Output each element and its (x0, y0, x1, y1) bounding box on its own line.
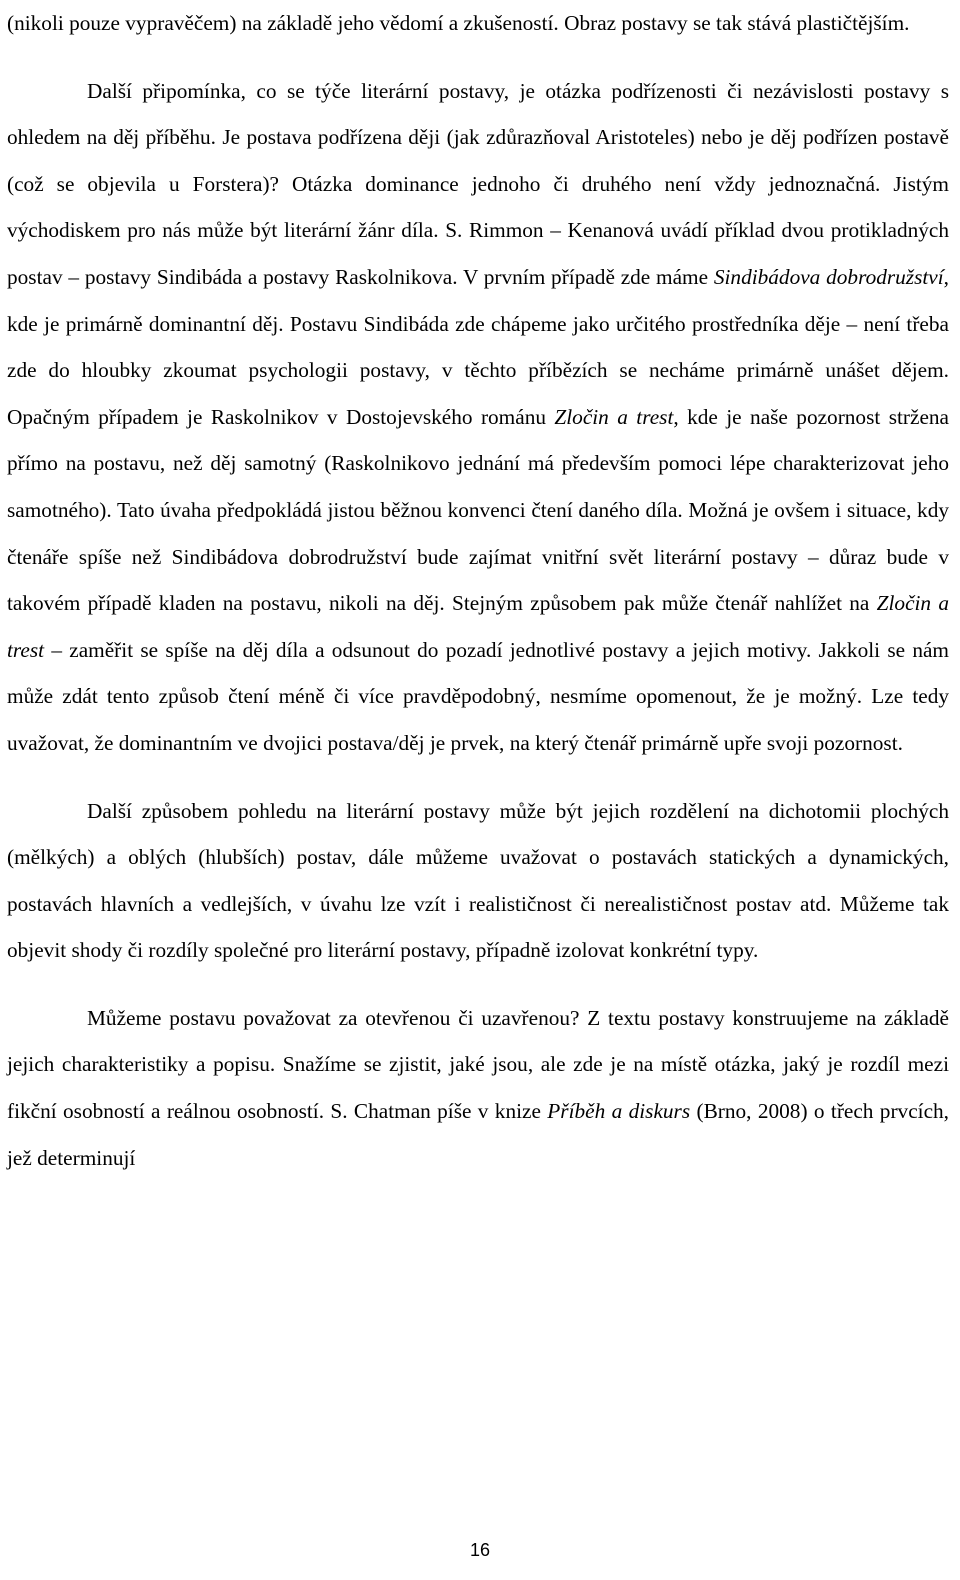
text-segment: Další způsobem pohledu na literární postavy může být jejich rozdělení na dichotomii plochých (mělkých) a oblých (hlubších) postav, dále můžeme uvažovat o postavách statických a dynamických, postavách hlavních a vedlejších, v úvahu lze vzít i realističnost či nerealističnost postav atd. Můžeme tak objevit shody či rozdíly společné pro literární postavy, případně izolovat konkrétní typy. (7, 798, 949, 963)
text-segment: – zaměřit se spíše na děj díla a odsunout do pozadí jednotlivé postavy a jejich motivy. Jakkoli se nám může zdát tento způsob čtení méně či více pravděpodobný, nesmíme opomenout, že je možný. Lze tedy uvažovat, že dominantním ve dvojici postava/děj je prvek, na který čtenář primárně upře svoji pozornost. (7, 637, 949, 755)
book-title: Zločin a trest (7, 591, 950, 662)
text-segment: Můžeme postavu považovat za otevřenou či uzavřenou? Z textu postavy konstruujeme na základě jejich charakteristiky a popisu. Snažíme se zjistit, jaké jsou, ale zde je na místě otázka, jaký je rozdíl mezi fikční osobností a reálnou osobností. S. Chatman píše v knize (7, 1005, 949, 1124)
book-title: Příběh a diskurs (547, 1099, 691, 1124)
text-segment: , kde je primárně dominantní děj. Postavu Sindibáda zde chápeme jako určitého prostředníka děje – není třeba zde do hloubky zkoumat psychologii postavy, v těchto příbězích se necháme primárně unášet dějem. Opačným případem je Raskolnikov v Dostojevského románu (7, 264, 949, 429)
text-segment: (nikoli pouze vypravěčem) na základě jeho vědomí a zkušeností. Obraz postavy se tak stává plastičtějším. (7, 11, 910, 35)
book-title: Sindibádova dobrodružství (713, 264, 944, 289)
paragraph (7, 68, 949, 767)
paragraph (7, 995, 949, 1181)
book-title: Zločin a trest (554, 404, 674, 429)
text-segment: Další připomínka, co se týče literární postavy, je otázka podřízenosti či nezávislosti postavy s ohledem na děj příběhu. Je postava podřízena ději (jak zdůrazňoval Aristoteles) nebo je děj podřízen postavě (což se objevila u Forstera)? Otázka dominance jednoho či druhého není vždy jednoznačná. Jistým východiskem pro nás může být literární žánr díla. S. Rimmon – Kenanová uvádí příklad dvou protikladných postav – postavy Sindibáda a postavy Raskolnikova. V prvním případě zde máme (7, 78, 949, 289)
text-segment: , kde je naše pozornost stržena přímo na postavu, než děj samotný (Raskolnikovo jednání má především pomoci lépe charakterizovat jeho samotného). Tato úvaha předpokládá jistou běžnou konvenci čtení daného díla. Možná je ovšem i situace, kdy čtenáře spíše než Sindibádova dobrodružství bude zajímat vnitřní svět literární postavy – důraz bude v takovém případě kladen na postavu, nikoli na děj. Stejným způsobem pak může čtenář nahlížet na (7, 404, 949, 616)
page-number: 16 (469, 1540, 491, 1560)
paragraph (7, 0, 949, 47)
text-segment: (Brno, 2008) o třech prvcích, jež determinují (7, 1099, 949, 1170)
document-page (7, 0, 949, 1181)
paragraph (7, 788, 949, 974)
